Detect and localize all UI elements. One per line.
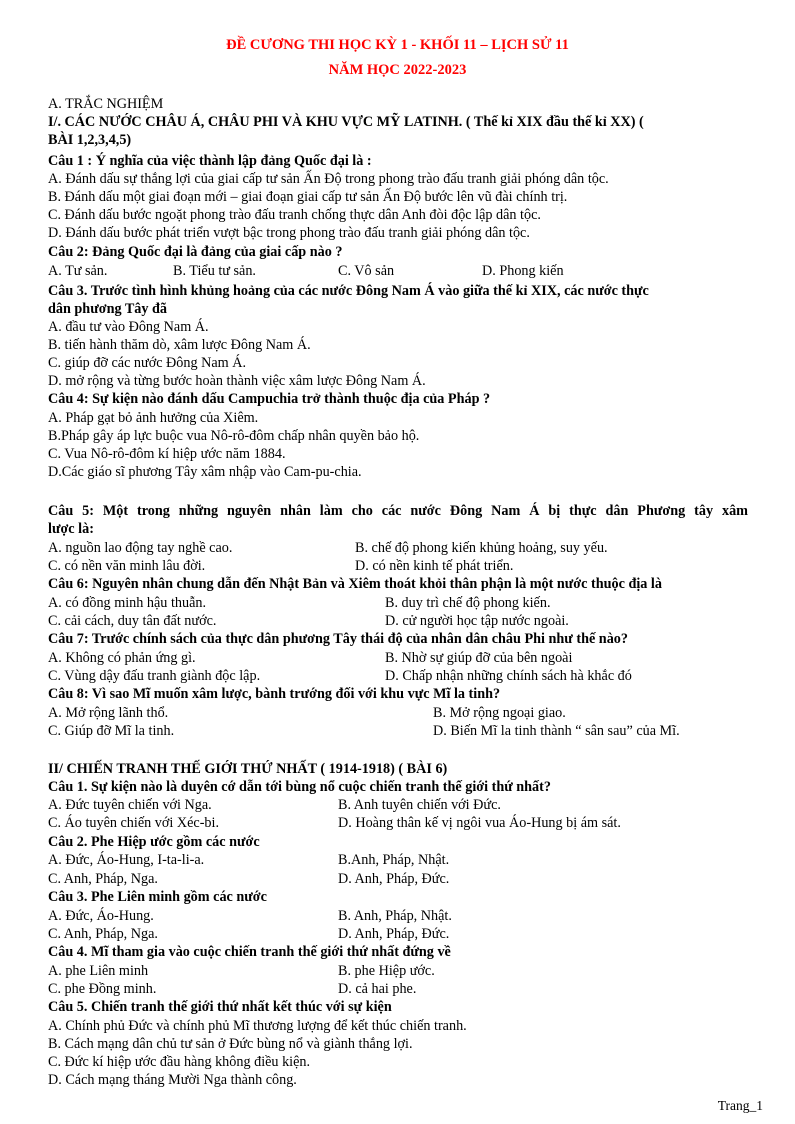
question-5-cont: lược là: <box>48 521 94 537</box>
s2-question-4: Câu 4. Mĩ tham gia vào cuộc chiến tranh thế giới thứ nhất đứng về <box>48 944 451 960</box>
q4-option-a: A. Pháp gạt bỏ ảnh hưởng của Xiêm. <box>48 410 259 426</box>
s2-q4-option-b: B. phe Hiệp ước. <box>338 963 435 979</box>
section-2-heading: II/ CHIẾN TRANH THẾ GIỚI THỨ NHẤT ( 1914-1918) ( BÀI 6) <box>48 761 448 777</box>
question-4: Câu 4: Sự kiện nào đánh dấu Campuchia trở thành thuộc địa của Pháp ? <box>48 391 491 407</box>
q6-option-c: C. cải cách, duy tân đất nước. <box>48 613 217 629</box>
s2-q1-option-a: A. Đức tuyên chiến với Nga. <box>48 797 212 813</box>
section-1-heading: I/. CÁC NƯỚC CHÂU Á, CHÂU PHI VÀ KHU VỰC MỸ LATINH. ( Thế kỉ XIX đầu thế kỉ XX) ( <box>48 114 644 130</box>
q2-option-b: B. Tiểu tư sản. <box>173 263 256 279</box>
q5-option-c: C. có nền văn minh lâu đời. <box>48 558 206 574</box>
question-2: Câu 2: Đảng Quốc đại là đảng của giai cấp nào ? <box>48 244 343 260</box>
question-3-cont: dân phương Tây đã <box>48 301 168 317</box>
section-1-heading-cont: BÀI 1,2,3,4,5) <box>48 132 132 148</box>
document-title: ĐỀ CƯƠNG THI HỌC KỲ 1 - KHỐI 11 – LỊCH SỬ 11 <box>226 37 569 53</box>
q5-option-d: D. có nền kinh tế phát triển. <box>355 558 514 574</box>
s2-q3-option-c: C. Anh, Pháp, Nga. <box>48 926 158 942</box>
s2-q1-option-d: D. Hoàng thân kế vị ngôi vua Áo-Hung bị ám sát. <box>338 815 621 831</box>
q2-option-c: C. Vô sản <box>338 263 395 279</box>
q1-option-d: D. Đánh dấu bước phát triển vượt bậc trong phong trào đấu tranh giải phóng dân tộc. <box>48 225 530 241</box>
school-year: NĂM HỌC 2022-2023 <box>328 62 467 78</box>
s2-q5-option-b: B. Cách mạng dân chủ tư sản ở Đức bùng nổ và giành thắng lợi. <box>48 1036 413 1052</box>
s2-q5-option-d: D. Cách mạng tháng Mười Nga thành công. <box>48 1072 297 1088</box>
q8-option-b: B. Mở rộng ngoại giao. <box>433 705 566 721</box>
page-number: Trang_1 <box>717 1098 763 1113</box>
q7-option-c: C. Vùng dậy đấu tranh giành độc lập. <box>48 668 261 684</box>
s2-question-5: Câu 5. Chiến tranh thế giới thứ nhất kết thúc với sự kiện <box>48 999 392 1015</box>
q5-option-b: B. chế độ phong kiến khủng hoảng, suy yếu. <box>355 540 608 556</box>
q3-option-a: A. đầu tư vào Đông Nam Á. <box>48 319 209 335</box>
q8-option-d: D. Biến Mĩ la tinh thành “ sân sau” của Mĩ. <box>433 723 680 739</box>
s2-q4-option-c: C. phe Đồng minh. <box>48 981 157 997</box>
s2-question-3: Câu 3. Phe Liên minh gồm các nước <box>48 889 267 905</box>
s2-q3-option-a: A. Đức, Áo-Hung. <box>48 908 154 924</box>
q8-option-a: A. Mở rộng lãnh thổ. <box>48 705 169 721</box>
q5-option-a: A. nguồn lao động tay nghề cao. <box>48 540 233 556</box>
q2-option-a: A. Tư sản. <box>48 263 108 279</box>
q7-option-b: B. Nhờ sự giúp đỡ của bên ngoài <box>385 650 573 666</box>
question-8: Câu 8: Vì sao Mĩ muốn xâm lược, bành trướng đối với khu vực Mĩ la tinh? <box>48 686 501 702</box>
s2-q5-option-c: C. Đức kí hiệp ước đầu hàng không điều kiện. <box>48 1054 311 1070</box>
s2-question-1: Câu 1. Sự kiện nào là duyên cớ dẫn tới bùng nổ cuộc chiến tranh thế giới thứ nhất? <box>48 779 551 795</box>
s2-q2-option-b: B.Anh, Pháp, Nhật. <box>338 852 450 868</box>
q6-option-d: D. cử người học tập nước ngoài. <box>385 613 569 629</box>
s2-q3-option-d: D. Anh, Pháp, Đức. <box>338 926 450 942</box>
question-7: Câu 7: Trước chính sách của thực dân phương Tây thái độ của nhân dân châu Phi như thế nào? <box>48 631 628 647</box>
s2-q2-option-c: C. Anh, Pháp, Nga. <box>48 871 158 887</box>
s2-q1-option-b: B. Anh tuyên chiến với Đức. <box>338 797 501 813</box>
q7-option-d: D. Chấp nhận những chính sách hà khắc đó <box>385 668 632 684</box>
q3-option-b: B. tiến hành thăm dò, xâm lược Đông Nam Á. <box>48 337 311 353</box>
s2-q4-option-d: D. cả hai phe. <box>338 981 417 997</box>
q1-option-c: C. Đánh dấu bước ngoặt phong trào đấu tranh chống thực dân Anh đòi độc lập dân tộc. <box>48 207 541 223</box>
q3-option-c: C. giúp đỡ các nước Đông Nam Á. <box>48 355 247 371</box>
s2-q2-option-a: A. Đức, Áo-Hung, I-ta-li-a. <box>48 852 205 868</box>
q6-option-b: B. duy trì chế độ phong kiến. <box>385 595 551 611</box>
s2-q2-option-d: D. Anh, Pháp, Đức. <box>338 871 450 887</box>
q8-option-c: C. Giúp đỡ Mĩ la tinh. <box>48 723 175 739</box>
s2-q4-option-a: A. phe Liên minh <box>48 963 149 979</box>
q4-option-d: D.Các giáo sĩ phương Tây xâm nhập vào Cam-pu-chia. <box>48 464 362 480</box>
q4-option-b: B.Pháp gây áp lực buộc vua Nô-rô-đôm chấp nhân quyền bảo hộ. <box>48 428 420 444</box>
s2-q5-option-a: A. Chính phủ Đức và chính phủ Mĩ thương lượng để kết thúc chiến tranh. <box>48 1018 467 1034</box>
s2-q1-option-c: C. Áo tuyên chiến với Xéc-bi. <box>48 815 220 831</box>
q1-option-b: B. Đánh dấu một giai đoạn mới – giai đoạn giai cấp tư sản Ấn Độ bước lên vũ đài chính trị. <box>48 189 568 205</box>
q1-option-a: A. Đánh dấu sự thắng lợi của giai cấp tư sản Ấn Độ trong phong trào đấu tranh giải phóng dân tộc. <box>48 171 609 187</box>
s2-question-2: Câu 2. Phe Hiệp ước gồm các nước <box>48 834 260 850</box>
q4-option-c: C. Vua Nô-rô-đôm kí hiệp ước năm 1884. <box>48 446 286 462</box>
question-1: Câu 1 : Ý nghĩa của việc thành lập đảng Quốc đại là : <box>48 153 372 169</box>
part-a-heading: A. TRẮC NGHIỆM <box>48 96 164 112</box>
question-6: Câu 6: Nguyên nhân chung dẫn đến Nhật Bản và Xiêm thoát khỏi thân phận là một nước thuộc địa là <box>48 576 662 592</box>
question-5: Câu 5: Một trong những nguyên nhân làm cho các nước Đông Nam Á bị thực dân Phương tây xâm <box>48 503 748 519</box>
q2-option-d: D. Phong kiến <box>482 263 564 279</box>
q6-option-a: A. có đồng minh hậu thuẫn. <box>48 595 207 611</box>
s2-q3-option-b: B. Anh, Pháp, Nhật. <box>338 908 452 924</box>
question-3: Câu 3. Trước tình hình khủng hoảng của các nước Đông Nam Á vào giữa thế kỉ XIX, các nước thực <box>48 283 649 299</box>
q3-option-d: D. mở rộng và từng bước hoàn thành việc xâm lược Đông Nam Á. <box>48 373 426 389</box>
q7-option-a: A. Không có phản ứng gì. <box>48 650 196 666</box>
